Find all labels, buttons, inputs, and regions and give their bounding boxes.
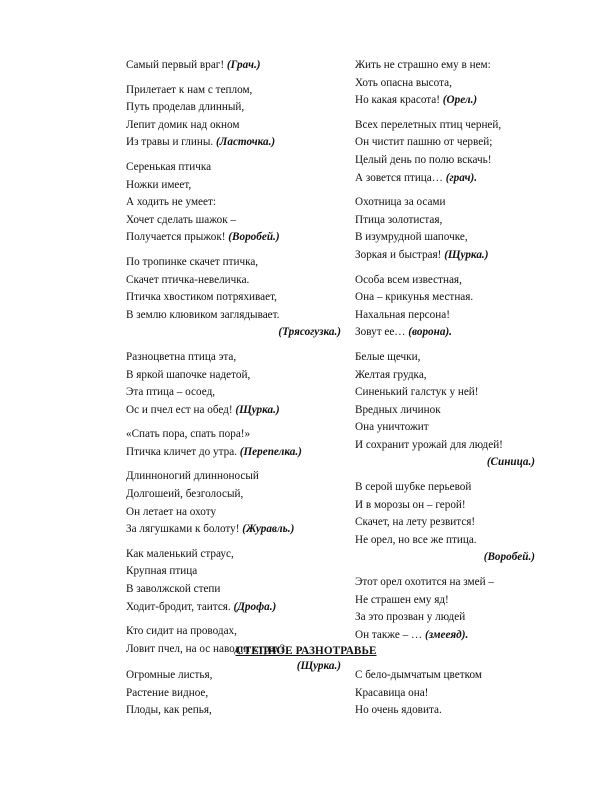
riddle-line [355,117,535,135]
riddle-line [126,99,341,117]
riddle-line [126,307,341,325]
riddle-answer-line [355,549,535,567]
riddle-answer: (Щурка.) [296,660,341,673]
riddle-text: Получается прыжок! [126,231,229,244]
riddle-line [126,289,341,307]
riddle-answer: (Воробей.) [228,231,280,244]
riddle-text: «Спать пора, спать пора!» [126,428,251,441]
riddle-line [126,272,341,290]
riddle-line [126,599,341,617]
riddle-text: Серенькая птичка [126,160,212,173]
riddle-line [355,272,535,290]
riddle-answer: (Журавль.) [242,523,295,536]
riddle-line [126,426,341,444]
riddle-text: В заволжской степи [126,583,221,596]
riddle-line [126,212,341,230]
riddle-answer: (Трясогузка.) [278,326,341,339]
riddle-line [126,384,341,402]
riddle-line [355,532,535,550]
riddle-line [126,444,341,462]
riddle-line [355,574,535,592]
riddle [355,117,535,187]
riddle [126,159,341,247]
riddle-answer: (Щурка.) [235,403,280,416]
riddle-text: Птица золотистая, [355,213,443,226]
text-line: Растение видное, [126,686,209,699]
riddle-text: Этот орел охотится на змей – [355,576,494,589]
riddle-line [355,289,535,307]
riddle-text: И сохранит урожай для людей! [355,438,503,451]
riddle-line [355,92,535,110]
riddle-text: Лепит домик над окном [126,118,240,131]
riddle-text: Как маленький страус, [126,547,234,560]
riddle-line [355,75,535,93]
riddle-text: Она – крикунья местная. [355,291,474,304]
riddle-text: Зоркая и быстрая! [355,248,445,261]
riddle-line [126,349,341,367]
riddle-line [126,367,341,385]
riddle-line [355,384,535,402]
riddle-text: Зовут ее… [355,326,409,339]
riddle-line [126,159,341,177]
riddle-line [126,546,341,564]
riddle-text: Ножки имеет, [126,178,192,191]
riddle-text: Не страшен ему яд! [355,593,449,606]
riddle-line [355,627,535,645]
text-line: С бело-дымчатым цветком [355,669,482,681]
section-right-column [355,667,535,720]
riddle-line [355,497,535,515]
riddle [355,479,535,567]
riddle-line [126,134,341,152]
riddle-text: Ходит-бродит, таится. [126,600,234,613]
riddle-answer-line [355,454,535,472]
riddle [355,349,535,472]
riddle [126,254,341,342]
riddle-line [355,367,535,385]
riddle-text: Хочет сделать шажок – [126,213,237,226]
riddle-text: А зовется птица… [355,171,446,184]
riddle-text: Не орел, но все же птица. [355,533,477,546]
riddle-answer: (Синица.) [486,456,535,469]
riddle-text: Крупная птица [126,565,198,578]
riddle-text: Долгошеий, безголосый, [126,488,244,501]
riddle-text: Белые щечки, [355,350,421,363]
riddle-text: Целый день по полю вскачь! [355,153,492,166]
riddle-text: Синенький галстук у ней! [355,386,479,399]
riddle-text: Ос и пчел ест на обед! [126,403,236,416]
riddle-text: За это прозван у людей [355,611,466,624]
riddle-line [355,57,535,75]
riddle-line [355,609,535,627]
riddle [126,426,341,461]
riddle-text: Эта птица – осоед, [126,386,216,399]
text-line: Красавица она! [355,686,429,699]
riddle-line [355,134,535,152]
riddle-text: Он также – … [355,628,426,641]
riddle-answer: (змееяд). [425,628,469,641]
riddle-text: Из травы и глины. [126,136,216,149]
riddle-line [126,57,341,75]
riddle-answer: (Перепелка.) [239,445,302,458]
riddle-answer: (Дрофа.) [233,600,277,613]
riddle-text: Но какая красота! [355,94,443,107]
riddle-line [126,563,341,581]
riddle-text: Охотница за осами [355,196,446,209]
riddle-text: Она уничтожит [355,421,429,434]
riddle-line [126,486,341,504]
riddle-text: Он летает на охоту [126,505,217,518]
riddle-line [126,254,341,272]
riddle-line [126,581,341,599]
riddle-line [126,521,341,539]
riddle [355,272,535,342]
riddle [126,468,341,538]
riddle-text: А ходить не умеет: [126,196,216,209]
riddle-text: В землю клювиком заглядывает. [126,308,280,321]
riddle-text: Он чистит пашню от червей; [355,136,493,149]
riddle-line [355,212,535,230]
riddle-text: В яркой шапочке надетой, [126,368,251,381]
text-line: Но очень ядовита. [355,704,442,717]
riddle-text: Птичка хвостиком потряхивает, [126,291,277,304]
riddle-line [126,177,341,195]
riddle-answer: (грач). [445,171,478,184]
riddle-text: За лягушками к болоту! [126,523,243,536]
riddle-line [355,419,535,437]
riddle [126,57,341,75]
section-left-column [126,667,341,720]
text-line: Плоды, как репья, [126,704,212,717]
riddle-text: Особа всем известная, [355,273,462,286]
riddle-line [126,117,341,135]
riddle-text: Прилетает к нам с теплом, [126,83,253,96]
riddle [126,349,341,419]
riddle-answer: (ворона). [408,326,452,339]
riddle-text: В серой шубке перьевой [355,481,472,494]
riddle-text: По тропинке скачет птичка, [126,255,259,268]
riddles-left-column [126,57,341,683]
riddle-answer: (Щурка.) [444,248,489,261]
riddle-answer: (Орел.) [442,94,478,107]
riddle-line [126,194,341,212]
riddle-text: Скачет птичка-невеличка. [126,273,250,286]
riddle-line [355,194,535,212]
riddles-right-column [355,57,535,651]
riddle-line [355,514,535,532]
riddle-line [355,592,535,610]
riddle [355,57,535,110]
section-title: СТЕПНОЕ РАЗНОТРАВЬЕ [235,645,377,657]
riddle-text: Птичка кличет до утра. [126,445,240,458]
riddle-line [355,152,535,170]
riddle-text: Скачет, на лету резвится! [355,516,476,529]
riddle-line [355,437,535,455]
riddle-line [126,623,341,641]
riddle-text: В изумрудной шапочке, [355,231,468,244]
riddle-answer: (Грач.) [226,59,261,71]
riddle [126,546,341,616]
riddle-text: Всех перелетных птиц черней, [355,118,502,131]
riddle-text: Ловит пчел, на ос наводит страх? [126,642,285,655]
riddle-line [126,402,341,420]
riddle-line [126,504,341,522]
riddle [355,194,535,264]
riddle-text: Хоть опасна высота, [355,76,452,89]
riddle-answer-line [126,324,341,342]
riddle-text: Нахальная персона! [355,308,450,321]
riddle-line [355,170,535,188]
riddle-line [355,247,535,265]
riddle-line [355,479,535,497]
riddle-line [355,324,535,342]
riddle-line [355,307,535,325]
riddle-text: Разноцветна птица эта, [126,350,237,363]
riddle-line [355,402,535,420]
riddle-text: Путь проделав длинный, [126,101,245,114]
riddle-line [126,468,341,486]
riddle-answer: (Воробей.) [483,551,535,564]
riddle-text: Жить не страшно ему в нем: [355,59,491,71]
riddle-text: Длинноногий длинноносый [126,470,259,483]
riddle-line [355,349,535,367]
riddle-text: Кто сидит на проводах, [126,625,237,638]
riddle [126,82,341,152]
riddle-answer: (Ласточка.) [215,136,276,149]
riddle-text: Самый первый враг! [126,59,227,71]
riddle-text: Желтая грудка, [355,368,427,381]
riddle-text: Вредных личинок [355,403,441,416]
riddle-line [126,82,341,100]
riddle [355,574,535,644]
riddle-line [126,229,341,247]
riddle-line [355,229,535,247]
text-line: Огромные листья, [126,669,213,681]
riddle-text: И в морозы он – герой! [355,498,466,511]
